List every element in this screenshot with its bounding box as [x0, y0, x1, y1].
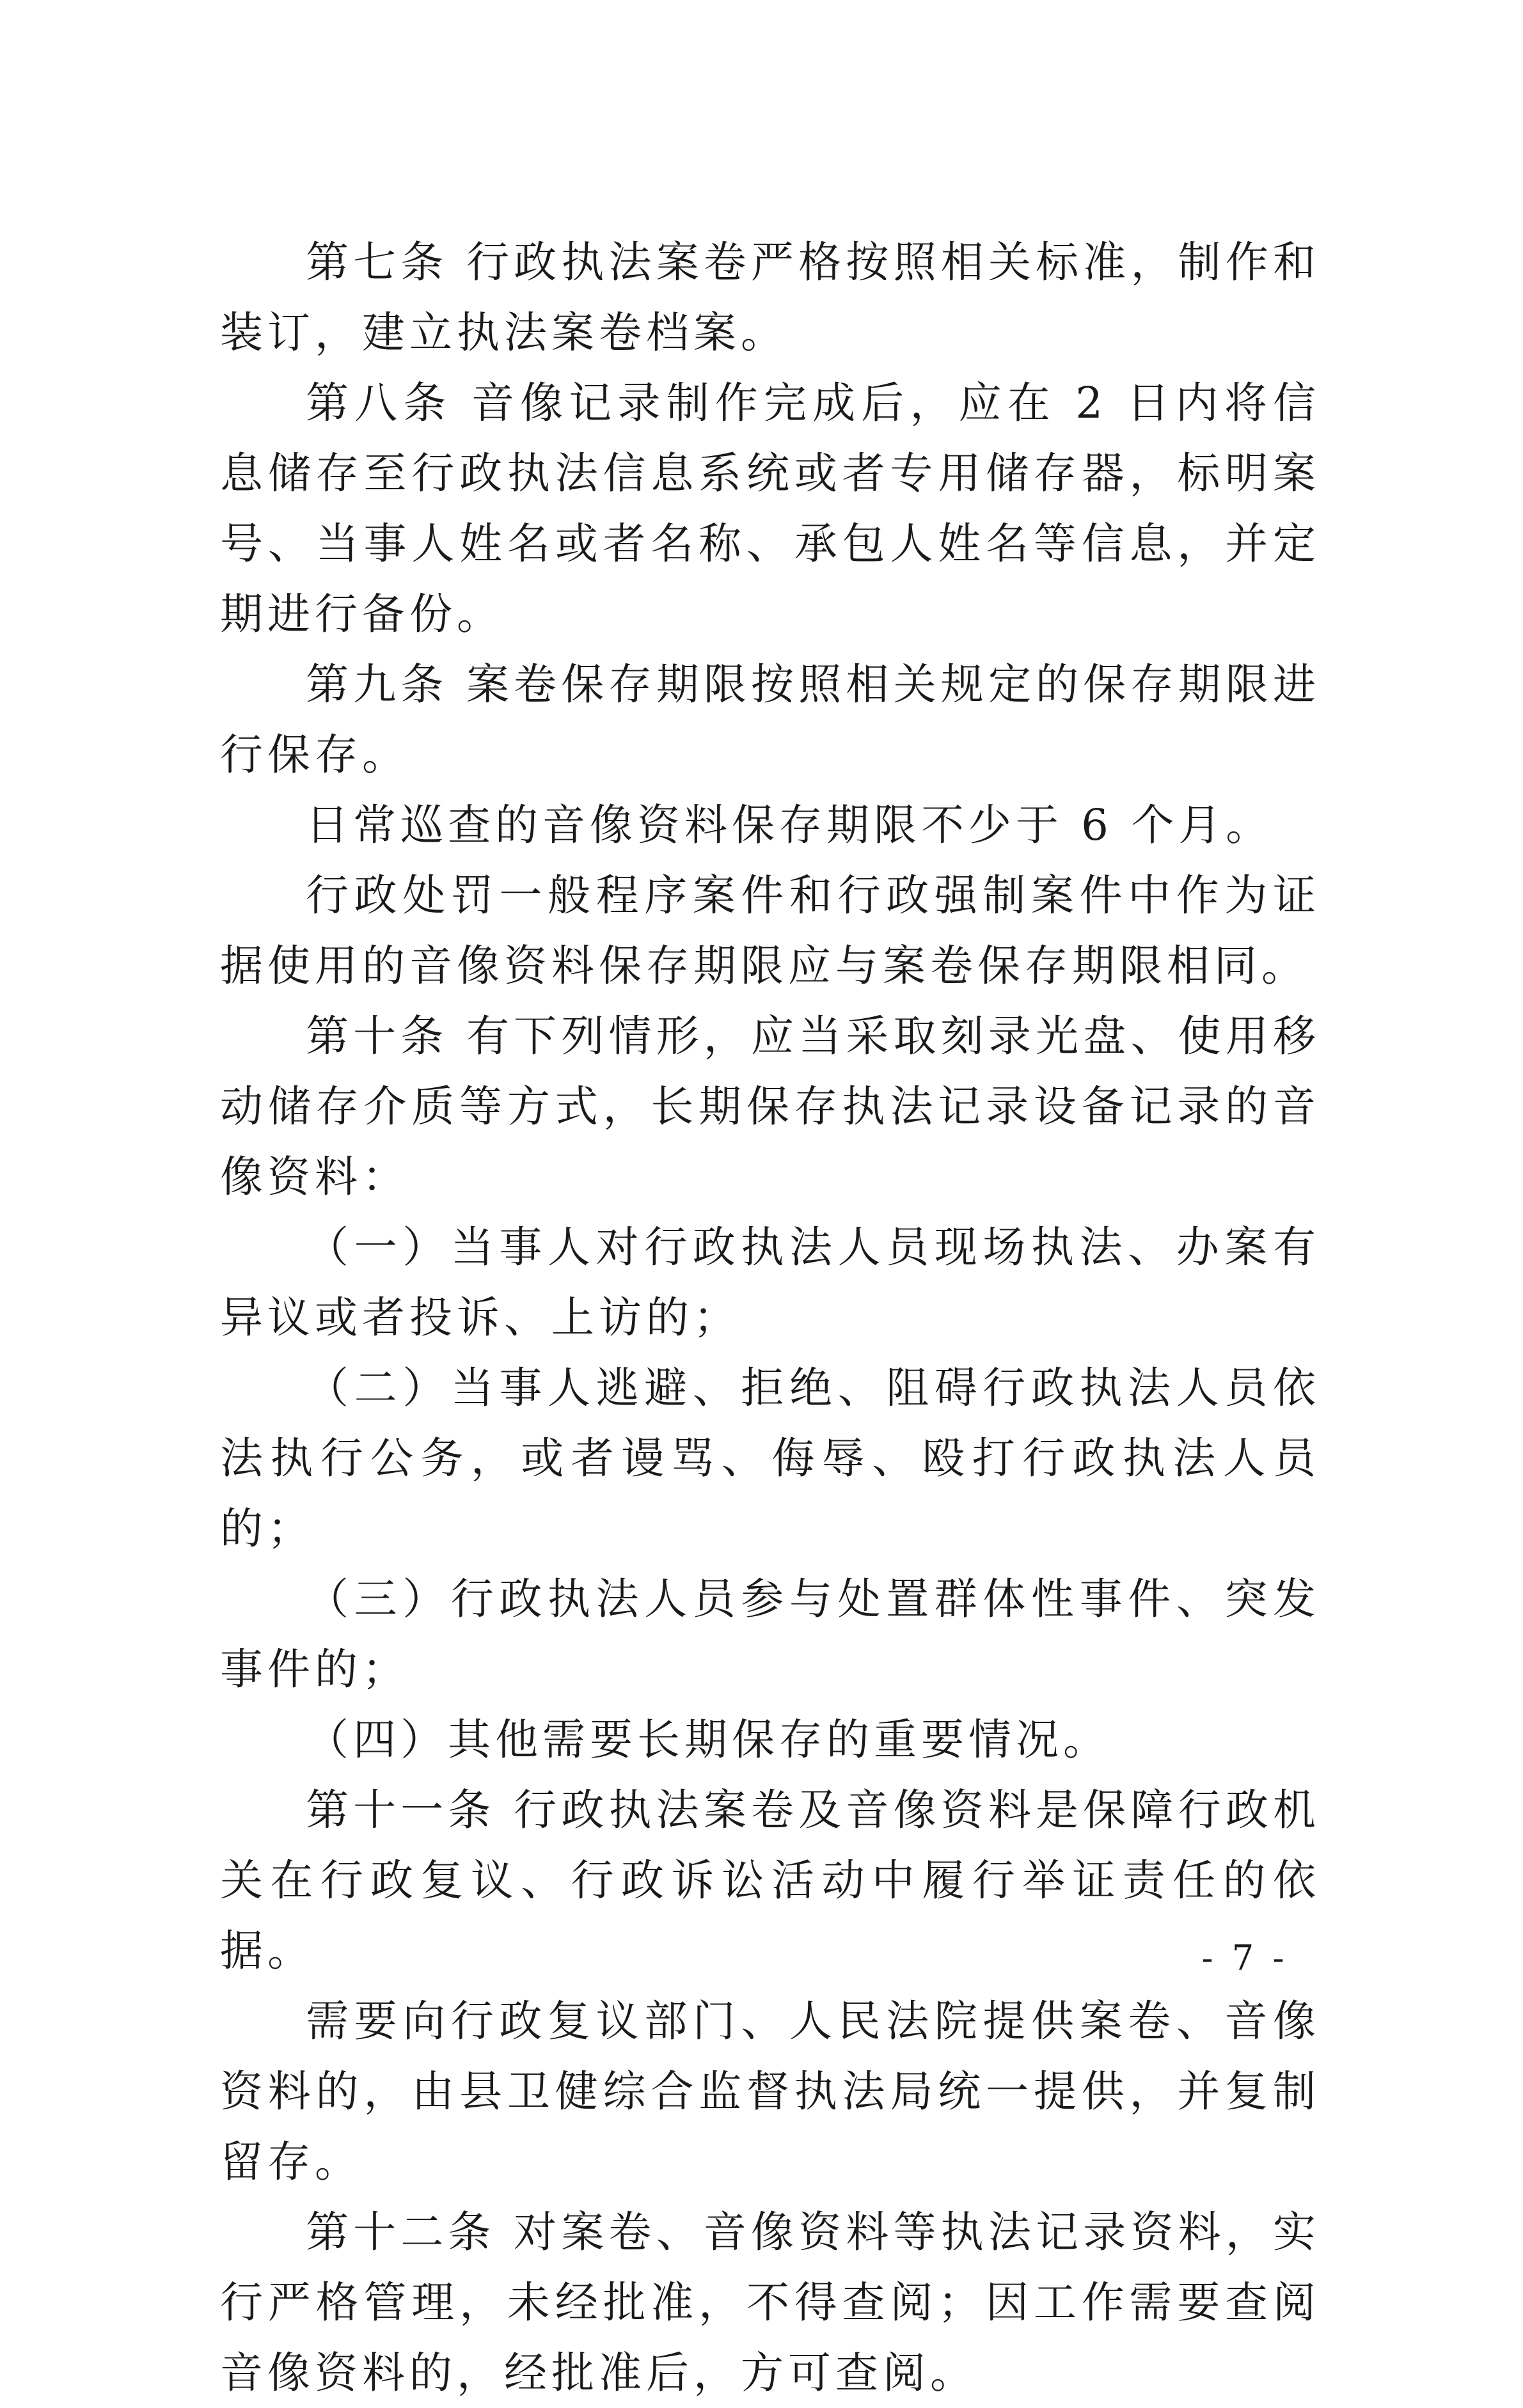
article-10: 第十条 有下列情形，应当采取刻录光盘、使用移动储存介质等方式，长期保存执法记录设备记录的音像资料：: [220, 1011, 1320, 1202]
article-9: 第九条 案卷保存期限按照相关规定的保存期限进行保存。: [220, 659, 1320, 780]
article-10-item-1: （一）当事人对行政执法人员现场执法、办案有异议或者投诉、上访的；: [220, 1222, 1320, 1342]
article-11: 第十一条 行政执法案卷及音像资料是保障行政机关在行政复议、行政诉讼活动中履行举证责任的依据。: [220, 1785, 1320, 1976]
document-body: [220, 227, 1320, 2408]
article-10-item-4: （四）其他需要长期保存的重要情况。: [306, 1715, 1110, 1765]
article-9-evidence-retention: 行政处罚一般程序案件和行政强制案件中作为证据使用的音像资料保存期限应与案卷保存期限相同。: [220, 870, 1320, 991]
article-10-item-3: （三）行政执法人员参与处置群体性事件、突发事件的；: [220, 1574, 1320, 1694]
article-10-item-2: （二）当事人逃避、拒绝、阻碍行政执法人员依法执行公务，或者谩骂、侮辱、殴打行政执法人员的；: [220, 1363, 1320, 1554]
article-12: 第十二条 对案卷、音像资料等执法记录资料，实行严格管理，未经批准，不得查阅；因工作需要查阅音像资料的，经批准后，方可查阅。: [220, 2207, 1320, 2398]
article-11-provision: 需要向行政复议部门、人民法院提供案卷、音像资料的，由县卫健综合监督执法局统一提供，并复制留存。: [220, 1996, 1320, 2187]
article-7: 第七条 行政执法案卷严格按照相关标准，制作和装订，建立执法案卷档案。: [220, 237, 1320, 358]
article-8: 第八条 音像记录制作完成后，应在 2 日内将信息储存至行政执法信息系统或者专用储存器，标明案号、当事人姓名或者名称、承包人姓名等信息，并定期进行备份。: [220, 378, 1320, 639]
article-9-daily-inspection: 日常巡查的音像资料保存期限不少于 6 个月。: [306, 800, 1274, 850]
page-number: - 7 -: [1201, 1938, 1288, 1978]
